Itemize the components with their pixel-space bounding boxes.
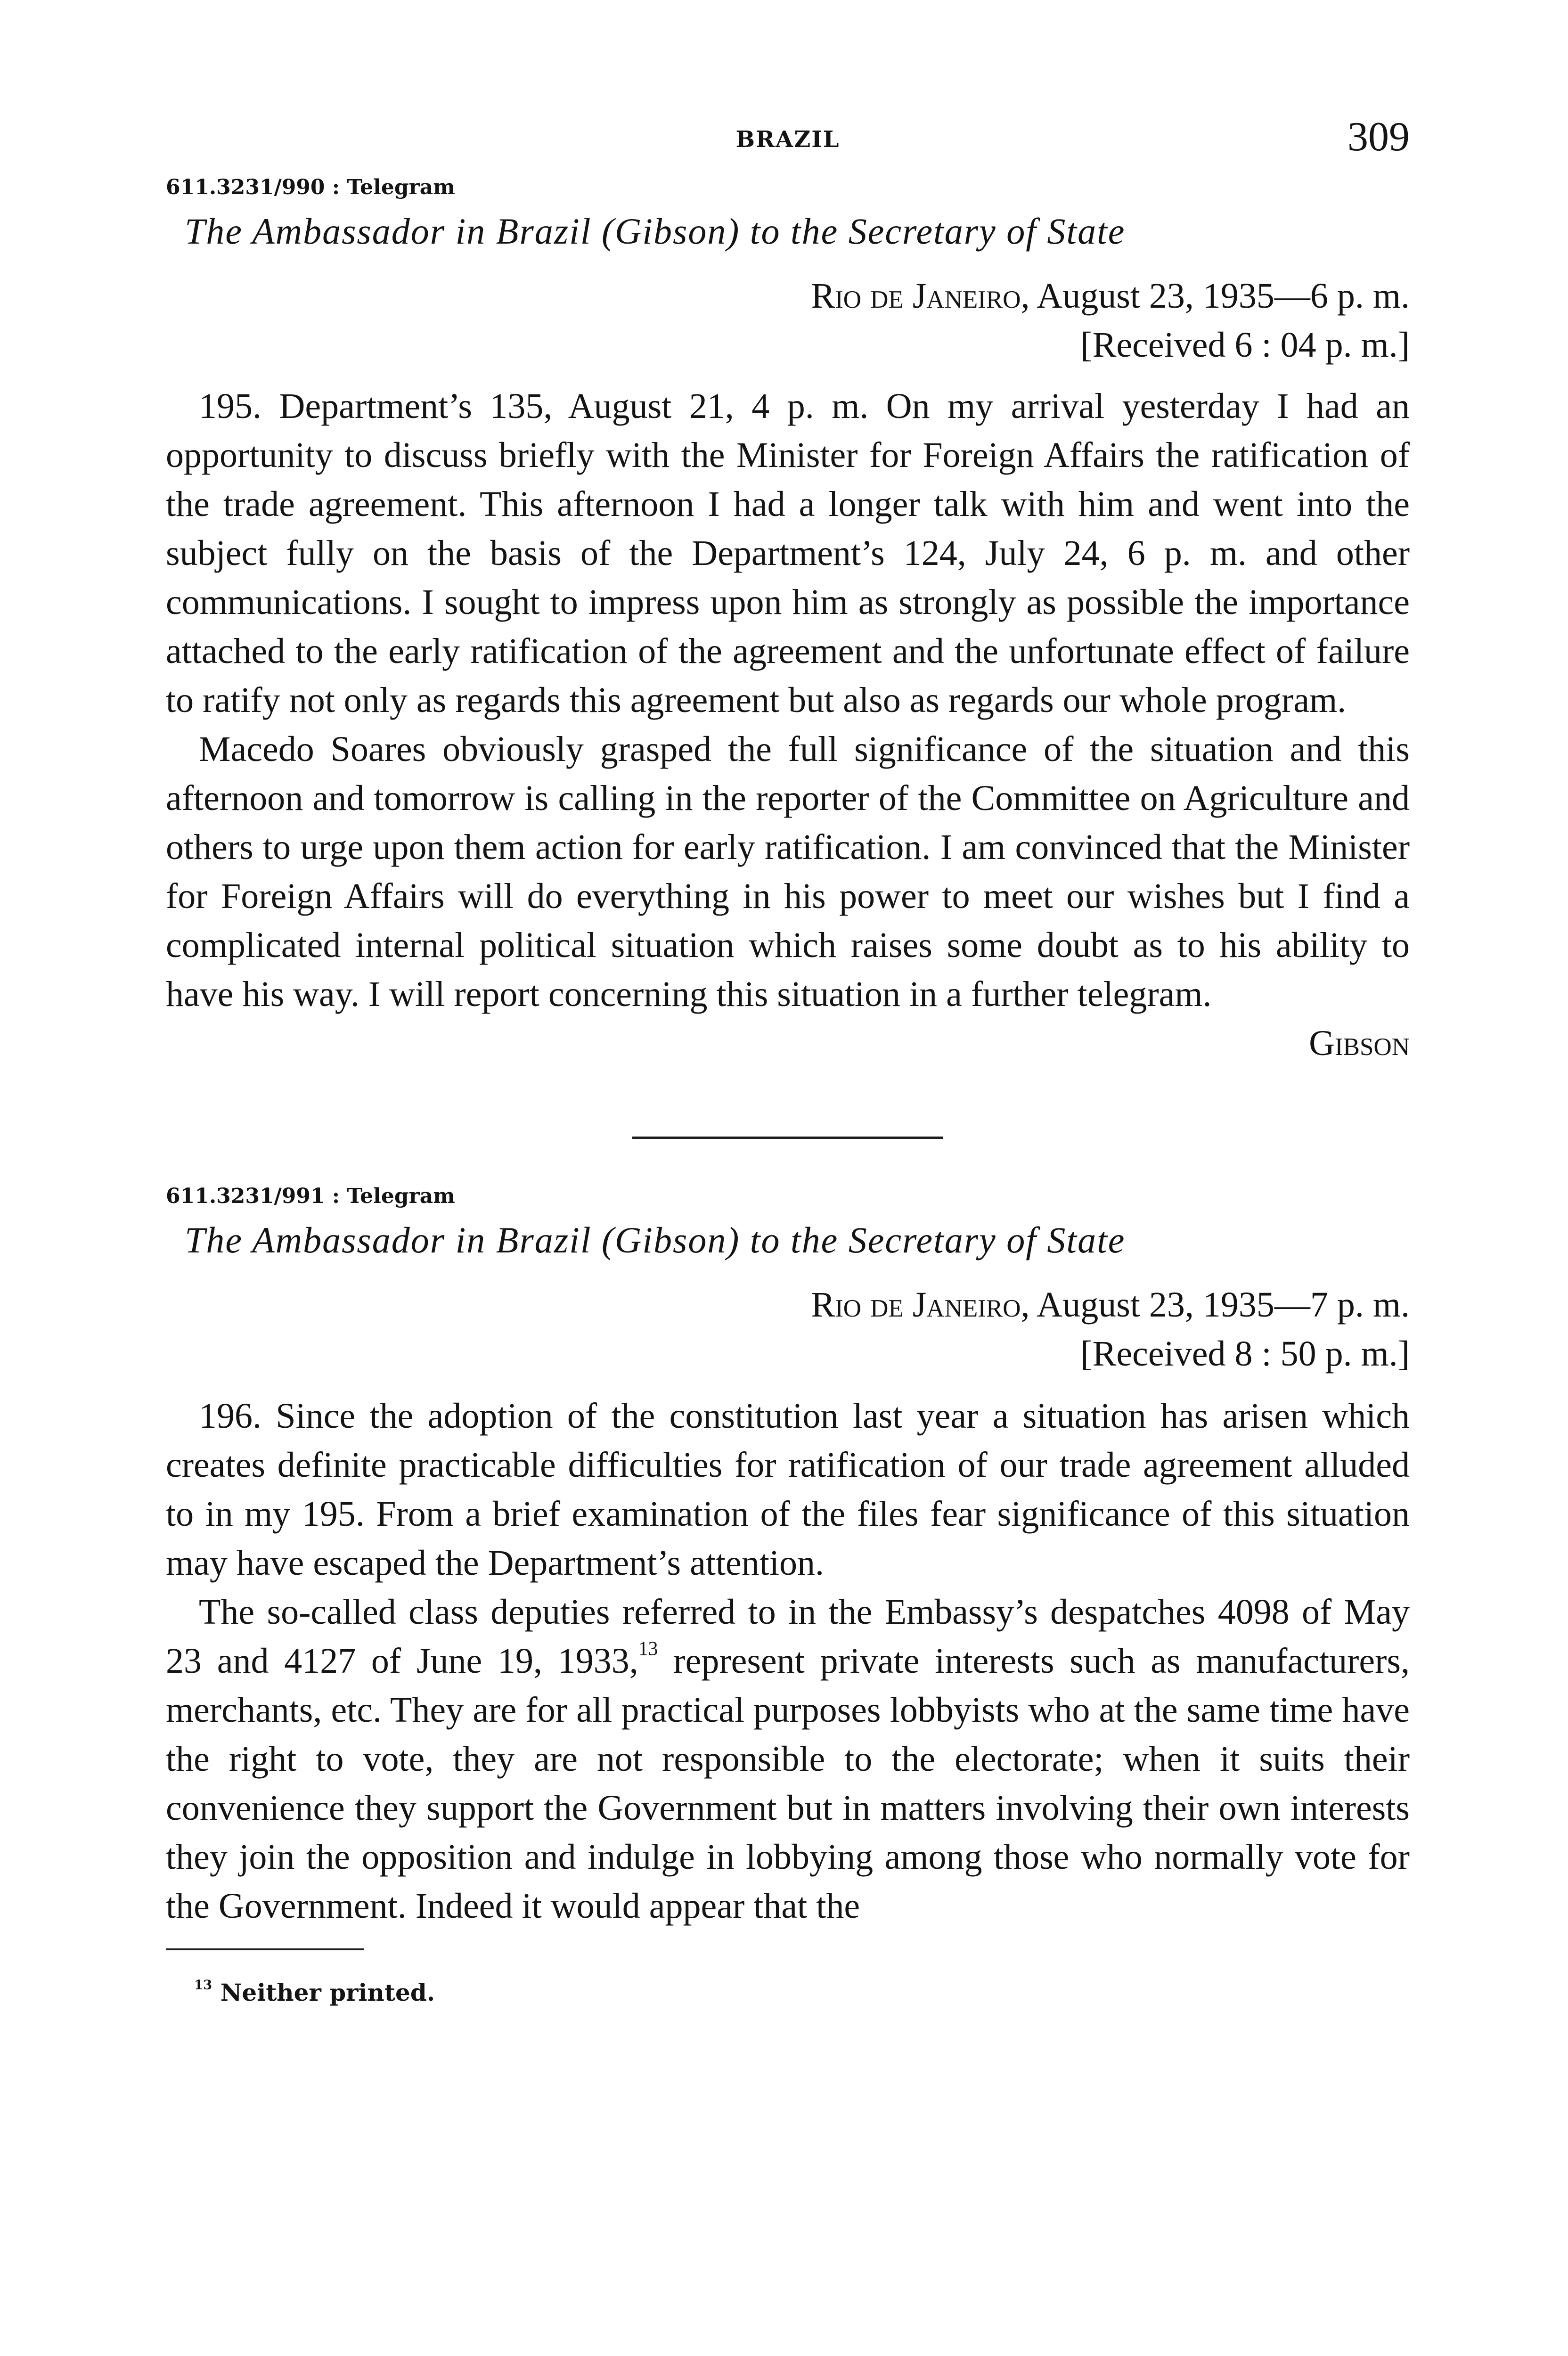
- paragraph-text: represent private interests such as manufacturers, merchants, etc. They are for all practical purposes lobbyists who at the same time have the right to vote, they are not responsible to the electorate; when it suits their convenience they support the Government but in matters involving their own interests they join the opposition and indulge in lobbying among those who normally vote for the Government. Indeed it would appear that the: [166, 1641, 1410, 1926]
- footnote: [194, 1979, 1410, 2006]
- received-line: [Received 6 : 04 p. m.]: [1080, 325, 1410, 365]
- telegram-196: [166, 1178, 1410, 1931]
- section-divider: [632, 1137, 943, 1139]
- signature: Gibson: [1309, 1023, 1410, 1063]
- page-number: 309: [1348, 114, 1410, 160]
- footnote-text: Neither printed.: [212, 1979, 435, 2006]
- paragraph: [166, 1587, 1410, 1931]
- document-page: [166, 113, 1410, 2006]
- document-title: The Ambassador in Brazil (Gibson) to the Secretary of State: [185, 1219, 1126, 1260]
- paragraph: 196. Since the adoption of the constitution last year a situation has arisen which creates definite practicable difficulties for ratification of our trade agreement alluded to in my 195. From a brief examination of the files fear significance of this situation may have escaped the Department’s attention.: [166, 1396, 1410, 1583]
- dateline-place: Rio de Janeiro: [811, 1285, 1021, 1325]
- footnote-divider: [166, 1948, 364, 1950]
- dateline: [166, 271, 1410, 320]
- file-reference: 611.3231/990 : Telegram: [166, 175, 455, 199]
- document-title: The Ambassador in Brazil (Gibson) to the Secretary of State: [185, 211, 1126, 252]
- received-line: [Received 8 : 50 p. m.]: [1080, 1334, 1410, 1374]
- dateline-place: Rio de Janeiro: [811, 276, 1021, 316]
- file-reference: 611.3231/991 : Telegram: [166, 1184, 455, 1208]
- telegram-195: [166, 170, 1410, 1071]
- running-title: BRAZIL: [735, 126, 840, 153]
- footnote-marker: 13: [194, 1977, 212, 1993]
- running-header: [166, 113, 1410, 170]
- paragraph: Macedo Soares obviously grasped the full significance of the situation and this afternoon and tomorrow is calling in the reporter of the Committee on Agriculture and others to urge upon them action for early ratification. I am convinced that the Minister for Foreign Affairs will do everything in his power to meet our wishes but I find a complicated internal political situation which raises some doubt as to his ability to have his way. I will report concerning this situation in a further telegram.: [166, 729, 1410, 1014]
- footnote-reference: 13: [638, 1638, 658, 1660]
- paragraph-text: The so-called class deputies referred to in the Embassy’s despatches 4098 of May 23 and 4127 of June 19, 1933,: [166, 1592, 1410, 1681]
- dateline-date: , August 23, 1935—7 p. m.: [1021, 1285, 1410, 1325]
- dateline-date: , August 23, 1935—6 p. m.: [1021, 276, 1410, 316]
- paragraph: 195. Department’s 135, August 21, 4 p. m. On my arrival yesterday I had an opportunity to discuss briefly with the Minister for Foreign Affairs the ratification of the trade agreement. This afternoon I had a longer talk with him and went into the subject fully on the basis of the Department’s 124, July 24, 6 p. m. and other communications. I sought to impress upon him as strongly as possible the importance attached to the early ratification of the agreement and the unfortunate effect of failure to ratify not only as regards this agreement but also as regards our whole program.: [166, 386, 1410, 720]
- dateline: [166, 1280, 1410, 1329]
